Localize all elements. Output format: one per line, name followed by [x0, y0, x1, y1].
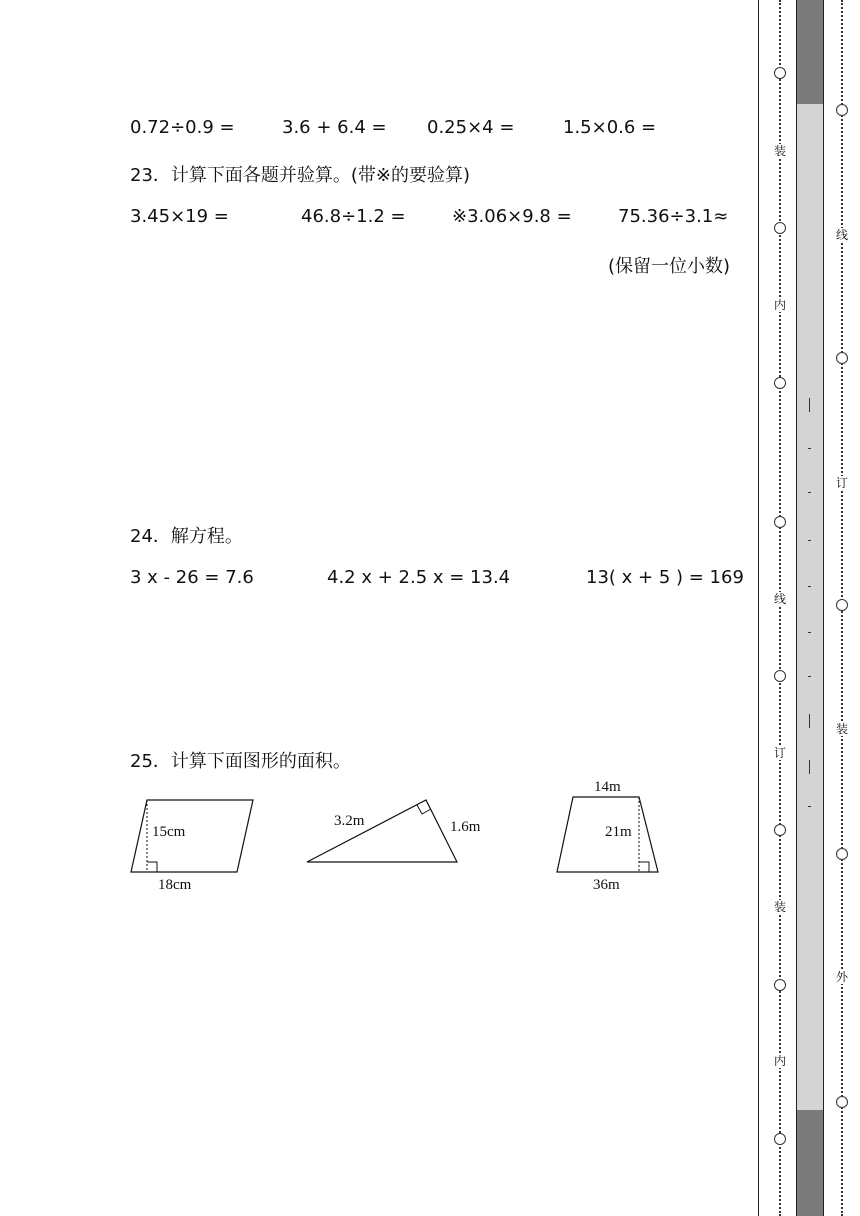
- strip-mark: [809, 398, 810, 412]
- strip-mark: [808, 806, 811, 807]
- trapezoid-top-label: 14m: [594, 779, 621, 795]
- triangle-side-b-label: 1.6m: [450, 819, 481, 835]
- binding-label: 装: [773, 900, 786, 914]
- strip-mark: [808, 448, 811, 449]
- binding-label: 订: [773, 746, 786, 760]
- calc-item: 0.72÷0.9 =: [130, 117, 235, 138]
- binding-circle-icon: [774, 67, 786, 79]
- binding-label: 外: [835, 970, 848, 984]
- right-angle-mark: [147, 862, 157, 872]
- triangle-figure: [300, 790, 500, 870]
- parallelogram-shape: [131, 800, 253, 872]
- binding-circle-icon: [774, 377, 786, 389]
- strip-dark-top: [796, 0, 824, 104]
- strip-mark: [808, 676, 811, 677]
- binding-circle-icon: [774, 979, 786, 991]
- equation-item: 3 x - 26 = 7.6: [130, 567, 254, 588]
- binding-label: 装: [835, 722, 848, 736]
- q23-calculation-row: [130, 206, 740, 232]
- parallelogram-height-label: 15cm: [152, 824, 186, 840]
- trapezoid-height-label: 21m: [605, 824, 632, 840]
- binding-label: 线: [773, 592, 786, 606]
- strip-light: [796, 104, 824, 1110]
- equation-item: 4.2 x + 2.5 x = 13.4: [327, 567, 511, 588]
- binding-circle-icon: [836, 599, 848, 611]
- margin-border-line: [758, 0, 759, 1216]
- calc-item: 3.45×19 =: [130, 206, 229, 227]
- binding-circle-icon: [774, 670, 786, 682]
- top-calculation-row: [130, 117, 740, 143]
- inner-dotted-line: [771, 0, 789, 1216]
- strip-mark: [808, 586, 811, 587]
- q23-rounding-note: (保留一位小数): [607, 256, 730, 277]
- right-angle-mark: [639, 862, 649, 872]
- binding-label: 订: [835, 476, 848, 490]
- calc-item: 1.5×0.6 =: [563, 117, 657, 138]
- calc-item: ※3.06×9.8 =: [452, 206, 572, 227]
- binding-circle-icon: [836, 1096, 848, 1108]
- strip-mark: [808, 632, 811, 633]
- strip-mark: [808, 540, 811, 541]
- binding-circle-icon: [774, 516, 786, 528]
- q25-title: 25．计算下面图形的面积。: [130, 751, 351, 772]
- strip-dark-bottom: [796, 1110, 824, 1216]
- binding-circle-icon: [836, 352, 848, 364]
- parallelogram-figure: [125, 790, 265, 900]
- q24-title: 24．解方程。: [130, 526, 243, 547]
- binding-circle-icon: [774, 222, 786, 234]
- binding-label: 装: [773, 144, 786, 158]
- equation-item: 13( x + 5 ) = 169: [586, 567, 744, 588]
- q23-title: 23．计算下面各题并验算。(带※的要验算): [130, 165, 471, 186]
- binding-label: 线: [835, 228, 848, 242]
- binding-circle-icon: [774, 824, 786, 836]
- strip-mark: [809, 760, 810, 774]
- trapezoid-bottom-label: 36m: [593, 877, 620, 893]
- calc-item: 46.8÷1.2 =: [301, 206, 406, 227]
- triangle-side-a-label: 3.2m: [334, 813, 365, 829]
- binding-circle-icon: [836, 848, 848, 860]
- binding-label: 内: [773, 298, 786, 312]
- strip-mark: [809, 714, 810, 728]
- q24-equation-row: [130, 567, 744, 593]
- triangle-shape: [307, 800, 457, 862]
- calc-item: 3.6 + 6.4 =: [282, 117, 387, 138]
- calc-item: 75.36÷3.1≈: [618, 206, 729, 227]
- strip-mark: [808, 492, 811, 493]
- trapezoid-figure: [550, 775, 670, 897]
- parallelogram-base-label: 18cm: [158, 877, 192, 893]
- binding-label: 内: [773, 1054, 786, 1068]
- calc-item: 0.25×4 =: [427, 117, 515, 138]
- binding-circle-icon: [774, 1133, 786, 1145]
- binding-circle-icon: [836, 104, 848, 116]
